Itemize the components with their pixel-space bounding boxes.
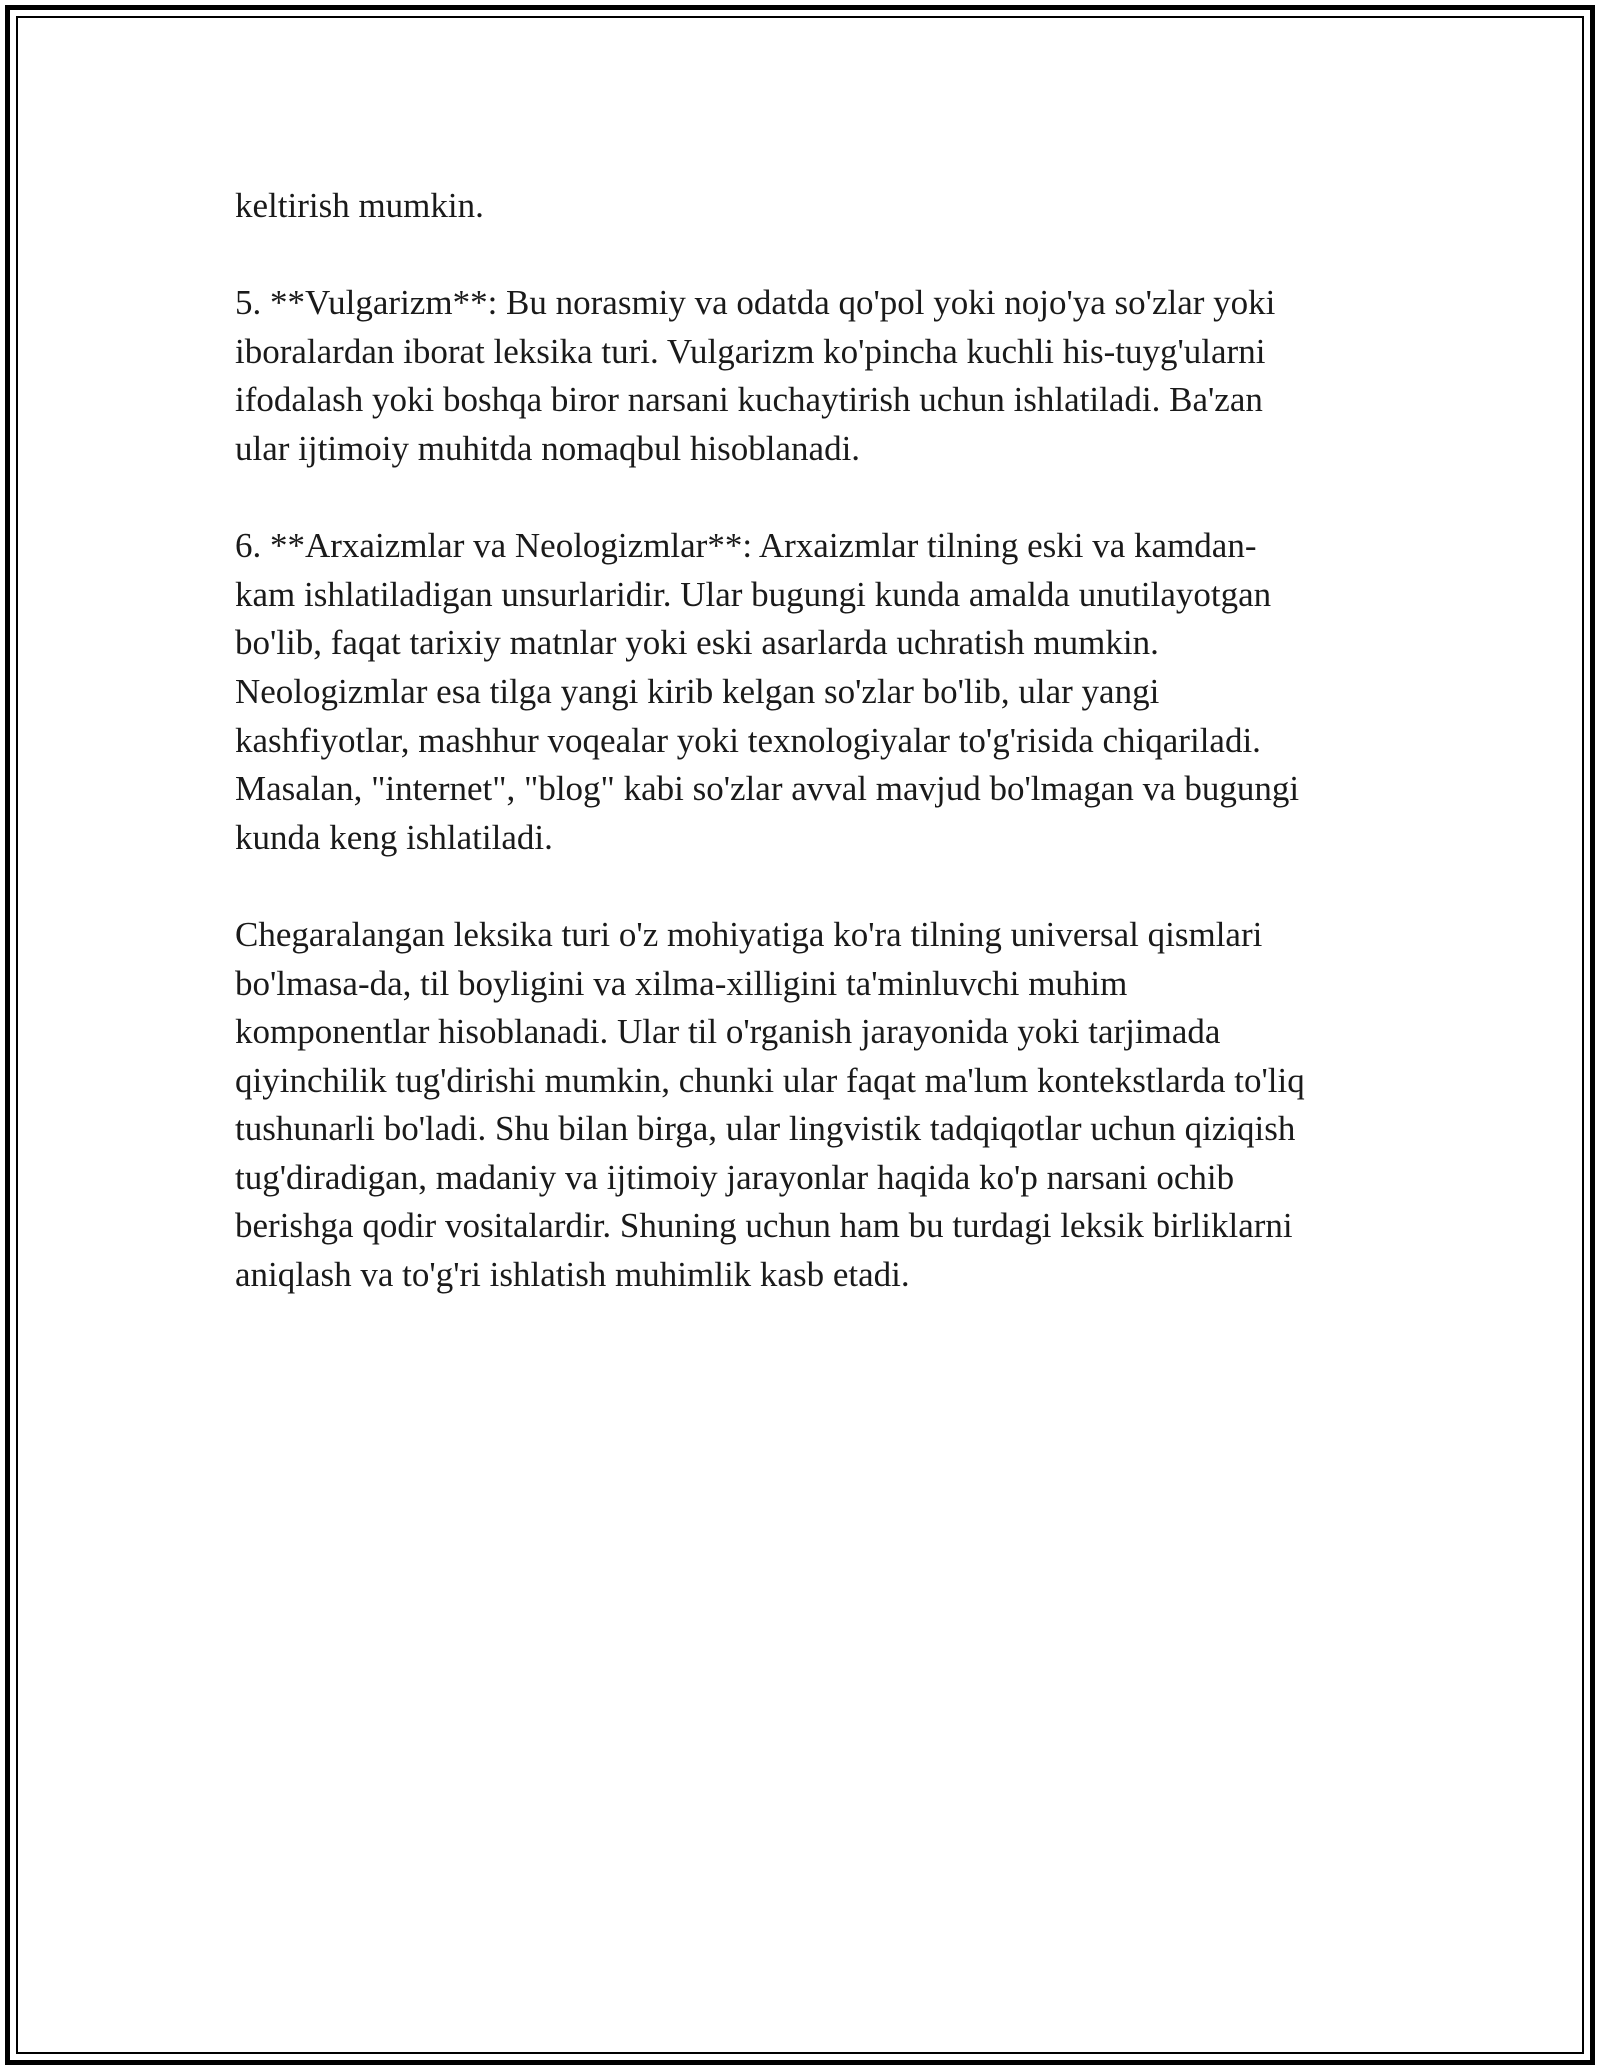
text-line: tug'diradigan, madaniy va ijtimoiy jarayonlar haqida ko'p narsani ochib: [235, 1157, 1235, 1197]
text-line: Chegaralangan leksika turi o'z mohiyatiga ko'ra tilning universal qismlari: [235, 914, 1263, 954]
document-body: [235, 182, 1365, 1348]
text-line: berishga qodir vositalardir. Shuning uchun ham bu turdagi leksik birliklarni: [235, 1206, 1293, 1246]
paragraph-conclusion: [235, 911, 1365, 1300]
text-line: kashfiyotlar, mashhur voqealar yoki texnologiyalar to'g'risida chiqariladi.: [235, 720, 1261, 760]
text-line: kunda keng ishlatiladi.: [235, 817, 553, 857]
text-line: iboralardan iborat leksika turi. Vulgarizm ko'pincha kuchli his-tuyg'ularni: [235, 331, 1266, 371]
text-line: kam ishlatiladigan unsurlaridir. Ular bugungi kunda amalda unutilayotgan: [235, 574, 1272, 614]
text-line: 6. **Arxaizmlar va Neologizmlar**: Arxaizmlar tilning eski va kamdan-: [235, 526, 1257, 566]
paragraph-arxaizmlar: [235, 522, 1365, 862]
text-line: tushunarli bo'ladi. Shu bilan birga, ular lingvistik tadqiqotlar uchun qiziqish: [235, 1109, 1296, 1149]
text-line: keltirish mumkin.: [235, 186, 484, 225]
text-line: ular ijtimoiy muhitda nomaqbul hisoblanadi.: [235, 428, 861, 468]
text-line: bo'lmasa-da, til boyligini va xilma-xilligini ta'minluvchi muhim: [235, 963, 1128, 1003]
text-line: komponentlar hisoblanadi. Ular til o'rganish jarayonida yoki tarjimada: [235, 1012, 1221, 1052]
text-line: aniqlash va to'g'ri ishlatish muhimlik kasb etadi.: [235, 1255, 910, 1295]
text-line: Neologizmlar esa tilga yangi kirib kelgan so'zlar bo'lib, ular yangi: [235, 671, 1160, 711]
text-line: bo'lib, faqat tarixiy matnlar yoki eski asarlarda uchratish mumkin.: [235, 623, 1159, 663]
text-line: ifodalash yoki boshqa biror narsani kuchaytirish uchun ishlatiladi. Ba'zan: [235, 380, 1263, 420]
text-line: qiyinchilik tug'dirishi mumkin, chunki ular faqat ma'lum kontekstlarda to'liq: [235, 1060, 1305, 1100]
text-line: Masalan, "internet", "blog" kabi so'zlar avval mavjud bo'lmagan va bugungi: [235, 769, 1300, 809]
text-line: 5. **Vulgarizm**: Bu norasmiy va odatda qo'pol yoki nojo'ya so'zlar yoki: [235, 283, 1276, 323]
paragraph-continuation: [235, 182, 1365, 231]
paragraph-vulgarizm: [235, 279, 1365, 473]
